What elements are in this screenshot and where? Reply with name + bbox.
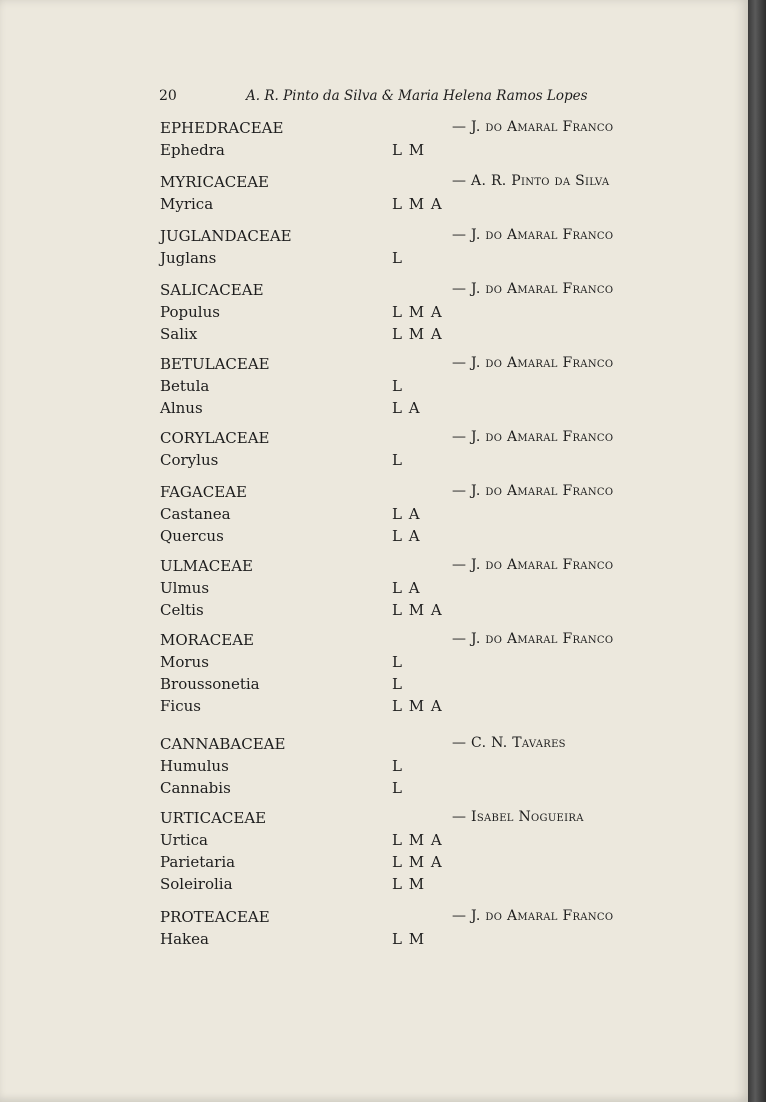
- family-header-line: [0, 227, 748, 249]
- genus-name: Myrica: [160, 195, 214, 213]
- family-header-line: [0, 908, 748, 930]
- genus-name: Castanea: [160, 505, 231, 523]
- genus-row: [0, 195, 748, 217]
- genus-row: [0, 697, 748, 719]
- family-header-line: [0, 173, 748, 195]
- family-header-line: [0, 557, 748, 579]
- genus-regions: L A: [392, 579, 421, 597]
- genus-row: [0, 853, 748, 875]
- family-entry: [0, 227, 748, 271]
- genus-regions: L A: [392, 505, 421, 523]
- genus-row: [0, 505, 748, 527]
- genus-name: Hakea: [160, 930, 209, 948]
- genus-row: [0, 675, 748, 697]
- page-number: 20: [159, 88, 177, 104]
- family-name: CORYLACEAE: [160, 429, 270, 447]
- genus-name: Ulmus: [160, 579, 210, 597]
- family-entry: [0, 908, 748, 952]
- family-entry: [0, 809, 748, 897]
- genus-name: Parietaria: [160, 853, 236, 871]
- family-name: MORACEAE: [160, 631, 254, 649]
- genus-name: Celtis: [160, 601, 204, 619]
- genus-regions: L M: [392, 141, 426, 159]
- family-entry: [0, 119, 748, 163]
- family-entry: [0, 735, 748, 801]
- genus-row: [0, 399, 748, 421]
- genus-regions: L M: [392, 930, 426, 948]
- family-header-line: [0, 119, 748, 141]
- genus-name: Alnus: [160, 399, 203, 417]
- genus-regions: L M A: [392, 831, 443, 849]
- family-header-line: [0, 809, 748, 831]
- genus-row: [0, 325, 748, 347]
- genus-name: Soleirolia: [160, 875, 233, 893]
- family-name: CANNABACEAE: [160, 735, 286, 753]
- family-author: — Isabel Nogueira: [452, 809, 584, 825]
- running-title: A. R. Pinto da Silva & Maria Helena Ramos Lopes: [246, 88, 588, 104]
- genus-regions: L A: [392, 399, 421, 417]
- family-author: — C. N. Tavares: [452, 735, 566, 751]
- family-author: — J. do Amaral Franco: [452, 557, 614, 573]
- genus-row: [0, 653, 748, 675]
- genus-regions: L: [392, 249, 403, 267]
- page-edge: [748, 0, 766, 1102]
- family-author: — J. do Amaral Franco: [452, 631, 614, 647]
- family-entry: [0, 557, 748, 623]
- family-name: MYRICACEAE: [160, 173, 269, 191]
- genus-regions: L A: [392, 527, 421, 545]
- family-author: — J. do Amaral Franco: [452, 355, 614, 371]
- family-entry: [0, 631, 748, 719]
- genus-regions: L M A: [392, 325, 443, 343]
- family-name: URTICACEAE: [160, 809, 267, 827]
- family-header-line: [0, 735, 748, 757]
- genus-name: Populus: [160, 303, 220, 321]
- genus-regions: L: [392, 757, 403, 775]
- family-author: — J. do Amaral Franco: [452, 227, 614, 243]
- family-header-line: [0, 355, 748, 377]
- family-entry: [0, 483, 748, 549]
- page-header: [159, 88, 659, 110]
- genus-row: [0, 141, 748, 163]
- genus-row: [0, 875, 748, 897]
- family-author: — J. do Amaral Franco: [452, 281, 614, 297]
- genus-regions: L M: [392, 875, 426, 893]
- genus-row: [0, 377, 748, 399]
- family-name: FAGACEAE: [160, 483, 247, 501]
- genus-name: Morus: [160, 653, 209, 671]
- family-name: SALICACEAE: [160, 281, 264, 299]
- genus-regions: L M A: [392, 601, 443, 619]
- genus-name: Juglans: [160, 249, 217, 267]
- family-name: PROTEACEAE: [160, 908, 270, 926]
- genus-row: [0, 451, 748, 473]
- genus-regions: L M A: [392, 697, 443, 715]
- genus-regions: L: [392, 675, 403, 693]
- family-author: — J. do Amaral Franco: [452, 429, 614, 445]
- genus-name: Ficus: [160, 697, 201, 715]
- genus-row: [0, 579, 748, 601]
- family-header-line: [0, 483, 748, 505]
- family-entry: [0, 429, 748, 473]
- genus-name: Betula: [160, 377, 210, 395]
- family-name: EPHEDRACEAE: [160, 119, 284, 137]
- genus-row: [0, 249, 748, 271]
- genus-regions: L: [392, 451, 403, 469]
- family-author: — J. do Amaral Franco: [452, 483, 614, 499]
- genus-regions: L M A: [392, 195, 443, 213]
- family-author: — J. do Amaral Franco: [452, 908, 614, 924]
- family-name: JUGLANDACEAE: [160, 227, 292, 245]
- family-entry: [0, 281, 748, 347]
- genus-name: Ephedra: [160, 141, 225, 159]
- family-header-line: [0, 429, 748, 451]
- genus-name: Urtica: [160, 831, 208, 849]
- genus-row: [0, 779, 748, 801]
- genus-regions: L M A: [392, 303, 443, 321]
- family-header-line: [0, 631, 748, 653]
- genus-row: [0, 527, 748, 549]
- genus-regions: L M A: [392, 853, 443, 871]
- family-author: — A. R. Pinto da Silva: [452, 173, 610, 189]
- genus-name: Corylus: [160, 451, 219, 469]
- family-header-line: [0, 281, 748, 303]
- genus-row: [0, 601, 748, 623]
- family-name: BETULACEAE: [160, 355, 270, 373]
- genus-name: Salix: [160, 325, 198, 343]
- family-name: ULMACEAE: [160, 557, 254, 575]
- family-entry: [0, 173, 748, 217]
- family-author: — J. do Amaral Franco: [452, 119, 614, 135]
- genus-row: [0, 930, 748, 952]
- genus-name: Humulus: [160, 757, 229, 775]
- genus-row: [0, 303, 748, 325]
- genus-regions: L: [392, 779, 403, 797]
- genus-regions: L: [392, 377, 403, 395]
- genus-regions: L: [392, 653, 403, 671]
- genus-row: [0, 831, 748, 853]
- genus-name: Broussonetia: [160, 675, 260, 693]
- genus-name: Cannabis: [160, 779, 231, 797]
- family-entry: [0, 355, 748, 421]
- genus-row: [0, 757, 748, 779]
- genus-name: Quercus: [160, 527, 224, 545]
